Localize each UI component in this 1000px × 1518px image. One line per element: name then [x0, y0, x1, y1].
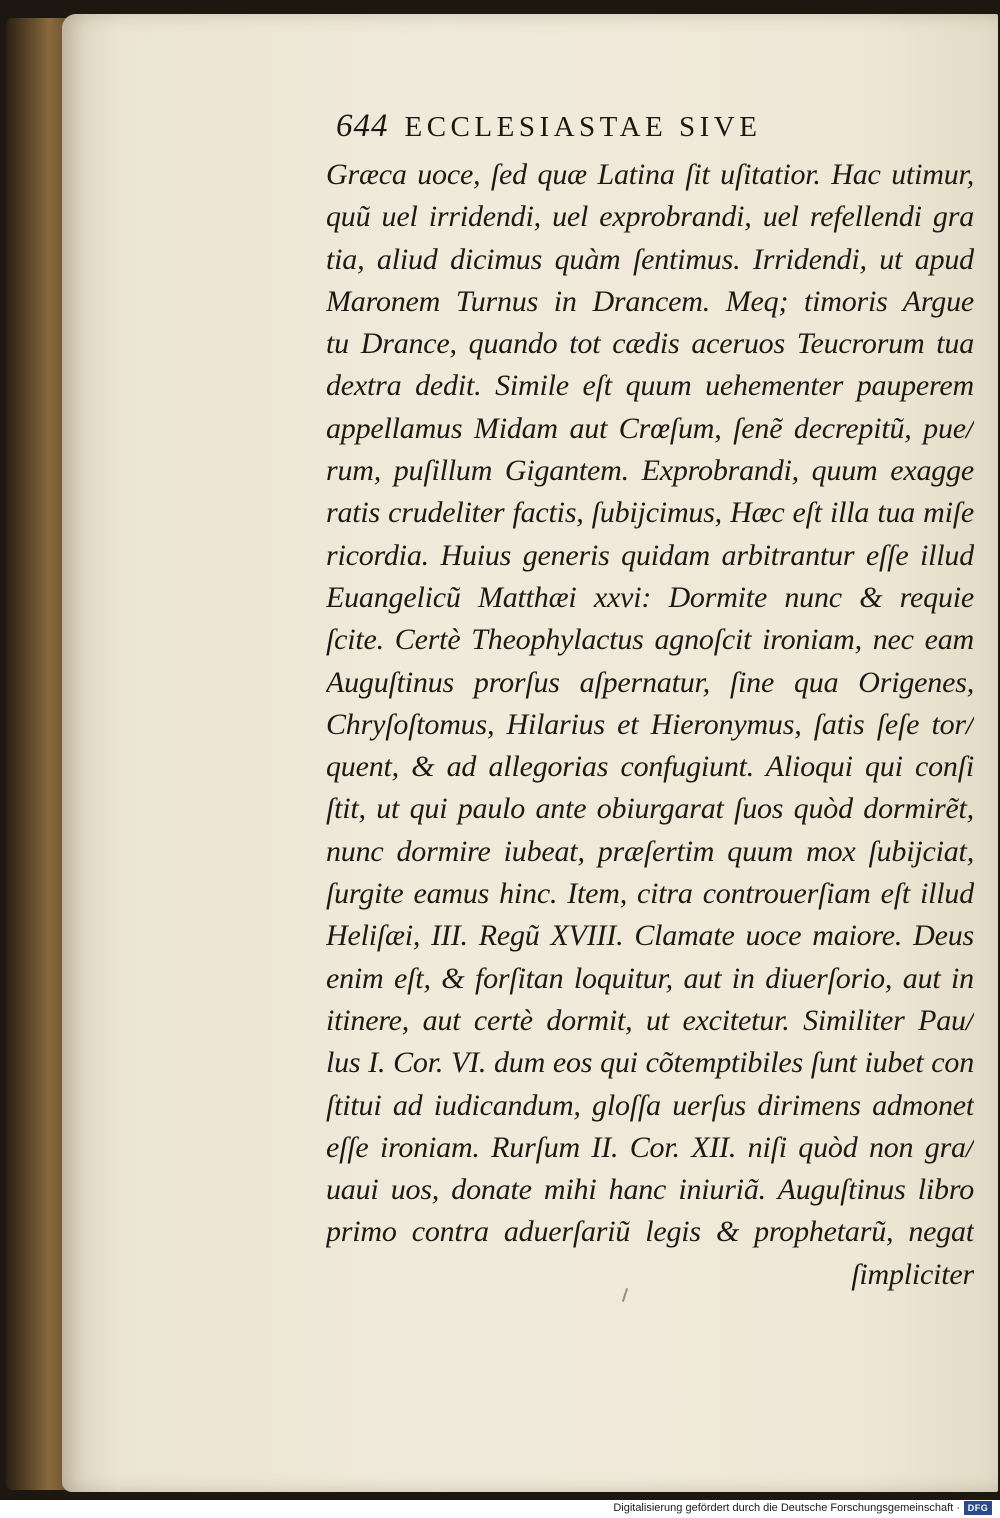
text-line: Euangelicũ Matthæi xxvi: Dormite nunc & requie	[326, 580, 974, 614]
text-line: Chryſoſtomus, Hilarius et Hieronymus, ſatis ſeſe tor/	[326, 707, 974, 741]
text-line: eſſe ironiam. Rurſum II. Cor. XII. niſi quòd non gra/	[326, 1130, 974, 1164]
text-line: uaui uos, donate mihi hanc iniuriã. Auguſtinus libro	[326, 1173, 974, 1207]
dfg-logo-icon: DFG	[964, 1501, 992, 1515]
text-line: nunc dormire iubeat, præſertim quum mox ſubijciat,	[326, 834, 974, 868]
text-line: appellamus Midam aut Crœſum, ſenẽ decrepitũ, pue/	[326, 411, 974, 445]
catchword: ſimpliciter	[851, 1257, 974, 1291]
text-line: ſcite. Certè Theophylactus agnoſcit ironiam, nec eam	[326, 623, 974, 657]
text-line: tu Drance, quando tot cædis aceruos Teucrorum tua	[326, 327, 974, 361]
text-line: ſtit, ut qui paulo ante obiurgarat ſuos quòd dormirẽt,	[326, 792, 974, 826]
funding-credit: Digitalisierung gefördert durch die Deutsche Forschungsgemeinschaft ·	[613, 1502, 960, 1514]
text-line: ſtitui ad iudicandum, gloſſa uerſus dirimens admonet	[326, 1088, 974, 1122]
book-binding	[6, 18, 68, 1490]
text-line: dextra dedit. Simile eſt quum uehementer pauperem	[326, 369, 974, 403]
text-line: primo contra aduerſariũ legis & prophetarũ, negat	[326, 1215, 974, 1249]
text-line: Græca uoce, ſed quæ Latina ſit uſitatior. Hac utimur,	[326, 158, 974, 191]
running-head	[336, 108, 896, 154]
text-line: quũ uel irridendi, uel exprobrandi, uel refellendi gra	[326, 200, 974, 234]
text-line: Maronem Turnus in Drancem. Meq; timoris Argue	[326, 284, 974, 318]
text-line: Heliſæi, III. Regũ XVIII. Clamate uoce maiore. Deus	[326, 919, 974, 953]
text-line: lus I. Cor. VI. dum eos qui cõtemptibiles ſunt iubet con	[326, 1046, 974, 1080]
text-line: rum, puſillum Gigantem. Exprobrandi, quum exagge	[326, 454, 974, 488]
page-number: 644	[336, 108, 389, 144]
text-line: ratis crudeliter factis, ſubijcimus, Hæc eſt illa tua miſe	[326, 496, 974, 530]
body-text	[326, 154, 974, 1296]
text-line: quent, & ad allegorias confugiunt. Alioqui qui conſi	[326, 750, 974, 784]
running-title: ECCLESIASTAE SIVE	[404, 111, 762, 143]
text-line: enim eſt, & forſitan loquitur, aut in diuerſorio, aut in	[326, 961, 974, 995]
text-line: itinere, aut certè dormit, ut excitetur. Similiter Pau/	[326, 1003, 974, 1037]
text-line: ſurgite eamus hinc. Item, citra controuerſiam eſt illud	[326, 877, 974, 911]
text-line: tia, aliud dicimus quàm ſentimus. Irridendi, ut apud	[326, 242, 974, 276]
text-line: Auguſtinus prorſus aſpernatur, ſine qua Origenes,	[326, 665, 974, 699]
text-line: ricordia. Huius generis quidam arbitrantur eſſe illud	[326, 538, 974, 572]
